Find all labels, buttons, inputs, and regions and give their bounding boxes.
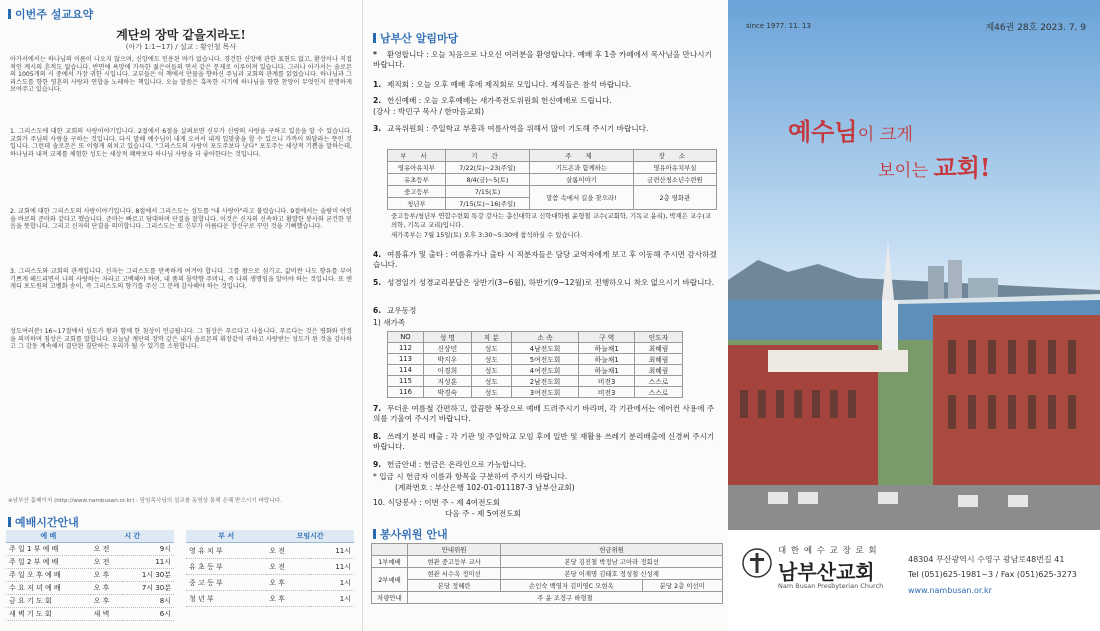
table-cell: 11시 [122,556,174,569]
table-cell: 신상민 [423,343,471,354]
sermon-paragraph: 아가서에서는 하나님의 이름이 나오지 않으며, 신앙에도 인용된 바가 없습니다. 경건한 신앙에 관한 표현도 없고, 환상이나 직접적인 계시의 흔적도 없습니다. 반면에 욕망에 가득한 젊은이들의 연서 같은 문제로 이루어져 있습니다. 그러나 아가서는 솔로몬의 1005개의 시 중에서 가장 귀한 시입니다. 교부들은 이 책에서 만물을 향하신 주님과 교회의 관계를 읽었습니다. 하나님과 그리스도를 향한 영혼의 사랑과 연합을 노래하는 책입니다. 오늘 말씀은 혹독한 시기에 하나님을 향한 찬양이 무엇인지 분명하게 보여주고 있습니다. [10,56,352,94]
table-row [388,343,683,354]
item-text: 무더운 여름철 간편하고, 깔끔한 복장으로 예배 드려주시기 바라며, 각 기관에서는 에어컨 사용에 주의를 기울여 주시기 바랍니다. [373,404,715,423]
item-text: 성경일기 성경교리문답은 상반기(3~6월), 하반기(9~12월)로 진행하오니 착오 없으시기 바랍니다. [387,278,715,287]
notice-item [373,107,719,117]
table-cell: 본당 이재명 김태호 정성철 신성재 [501,568,723,580]
table-cell: 살롬이야기 [530,174,634,186]
table-header: 인도자 [635,332,683,343]
table-header: 부 서 [186,530,266,543]
table-row [6,569,174,582]
table-cell: 본당 김진철 박정남 고아라 정회선 [501,556,723,568]
table-row [372,592,723,604]
offering-note: * 입금 시 헌금자 이름과 항목을 구분하여 주시기 바랍니다. [373,472,568,481]
table-row [6,556,174,569]
table-row [388,365,683,376]
church-photo [728,230,1100,530]
table-cell: 오 후 [91,582,123,595]
sermon-section-title: 이번주 설교요약 [8,6,93,22]
table-cell: 청년부 [388,198,446,210]
item-text: 헌금안내 : 헌금은 온라인으로 가능합니다. [387,460,527,469]
table-header: 직 분 [471,332,511,343]
cover-panel [728,0,1100,631]
table-header: 기 간 [445,150,529,162]
table-cell: 청 년 부 [186,591,266,607]
table-cell: 분당 2층 이선미 [642,580,722,592]
table-cell: 박지우 [423,354,471,365]
table-header: 헌금위원 [501,544,723,556]
table-cell: 오 전 [91,556,123,569]
sermon-reference: (아가 1:1~17) / 설교 : 황인철 목사 [125,43,237,51]
table-row [388,174,717,186]
table-row [388,354,683,365]
welcome-text: 환영합니다 : 오늘 처음으로 나오신 여러분을 환영합니다. 예배 후 1층 카페에서 목사님을 만나시기 바랍니다. [373,50,712,69]
table-cell: 116 [388,387,424,398]
table-header: 예 배 [6,530,91,543]
table-row [6,543,174,556]
item-text: 여름휴가 및 출타 : 여름휴가나 출타 시 직분자들은 담당 교역자에게 보고 후 이동해 주시면 감사하겠습니다. [373,250,717,269]
notice-item [373,80,719,90]
table-cell: 스스로 [635,376,683,387]
church-logo-icon [742,548,772,578]
table-row [186,559,354,575]
news-section-title: 남부산 알림마당 [373,30,458,46]
table-row [372,568,723,580]
table-cell: 3여전도회 [511,387,578,398]
sermon-title: 계단의 장막 같을지라도! [116,28,246,42]
table-cell: 주 일 오 후 예 배 [6,569,91,582]
table-header: 시 간 [91,530,174,543]
table-row [6,608,174,621]
address: 48304 부산광역시 수영구 광남로48번길 41 [908,555,1065,564]
table-cell: 112 [388,343,424,354]
table-row [186,575,354,591]
slogan-text: 예수님 [788,117,858,146]
sermon-paragraph: 성도여러분! 16~17절에서 성도가 왕과 함께 한 침상이 언급됩니다. 그 침상은 푸르다고 나옵니다. 푸르다는 것은 평화와 안정을 의미하며 침상은 교회를 말합니다. 오늘날 계단의 장막 같은 내가 솔로몬의 휘장같이 귀하고 사랑받는 성도가 된 것을 감사하고 그 감동 계속해서 결단된 결단하는 우리가 될 수 있기를 소원합니다. [10,328,352,351]
table-cell: 2남전도회 [511,376,578,387]
table-cell: 손인숙 백영자 김미영C 모현옥 [501,580,642,592]
item-text: 쓰레기 분리 배출 : 각 기관 및 주일학교 모임 후에 일반 및 재활용 쓰레기 분리배출에 신경써 주시기 바랍니다. [373,432,715,451]
table-cell: 지성훈 [423,376,471,387]
table-cell: 성도 [471,354,511,365]
since-date: since 1977. 11. 13 [746,22,811,30]
table-header: 안내위원 [408,544,501,556]
service-section-title: 봉사위원 안내 [373,526,448,542]
table-row [388,376,683,387]
table-cell: 오 전 [91,543,123,556]
table-cell: 성도 [471,387,511,398]
table-cell: 8/4(금)~5(토) [445,174,529,186]
notice-item [373,278,719,288]
table-header: 소 속 [511,332,578,343]
notice-item [373,306,719,316]
welcome-notice [373,50,719,70]
table-row [388,387,683,398]
church-name-en: Nam Busan Presbyterian Church [778,582,884,590]
notice-item: 다음 주 - 제 5여전도회 [445,509,521,518]
slogan-text: 보이는 [878,161,934,181]
table-header: 성 명 [423,332,471,343]
notice-item [373,460,719,470]
table-cell: 6시 [122,608,174,621]
sermon-paragraph: 3. 그리스도와 교회의 관계입니다. 신자는 그리스도를 만족하게 여겨야 합니다. 그를 왕으로 섬기고, 값비싼 나도 향유를 부어 기쁘게 해드리면서 나의 사랑하는 자라고 고백해야 하며, 내 품의 몰약향 주머니, 즉 나의 생명임을 알아야 하는 것입니다. 또 엔게디 포도원의 고벨화 송이, 즉 그리스도의 향기를 주신 그 분께 감사해야 하는 것입니다. [10,268,352,291]
table-cell: 113 [388,354,424,365]
table-cell: 주 일 1 부 예 배 [6,543,91,556]
table-cell: 오 후 [91,595,123,608]
table-cell: 금 요 기 도 회 [6,595,91,608]
table-cell: 차량안내 [372,592,408,604]
table-cell: 본당 정혜란 [408,580,501,592]
item-number: 6. [373,306,382,315]
table-cell: 오 후 [91,569,123,582]
table-cell: 유초등부 [388,174,446,186]
table-cell: 하늘채1 [579,354,635,365]
table-cell: 하늘채1 [579,365,635,376]
phone-fax: Tel (051)625-1981~3 / Fax (051)625-3273 [908,570,1077,579]
table-row [186,543,354,559]
table-cell: 현관 중고등부 교사 [408,556,501,568]
table-cell: 오 후 [266,591,310,607]
table-header: 주 제 [530,150,634,162]
table-cell: 기드온과 함께하는 [530,162,634,174]
table-cell: 오 후 [266,575,310,591]
item-text: 교육위원회 : 주일학교 부흥과 여름사역을 위해서 많이 기도해 주시기 바랍니다. [387,124,649,133]
table-cell: 영유아유치부실 [633,162,716,174]
star-icon: * [373,50,377,59]
table-cell: 7/15(토) [445,186,529,198]
sermon-paragraph: 2. 교회에 대한 그리스도의 사랑이야기입니다. 8절에서 그리스도는 성도를 "내 사랑아"라고 불렀습니다. 9절에서는 술람미 여인을 바로의 준마와 같다고 했습니다. 준마는 빠르고 담대하며 단결을 잘합니다. 이것은 신자의 신속하고 활발한 봉사와 굳건한 믿음을 뜻합니다. 그리고 신자의 단결을 의미합니다. 그리스도는 또 신부가 아름다운 장신구로 꾸민 것을 기뻐했습니다. [10,208,352,231]
table-cell: 11시 [310,559,354,575]
item-number: 1. [373,80,382,89]
table-cell: 영 유 치 부 [186,543,266,559]
notice-item [373,432,719,452]
table-cell: 오 전 [266,543,310,559]
table-cell: 이경희 [423,365,471,376]
table-cell: 1시 30분 [122,569,174,582]
table-cell: 하늘채1 [579,343,635,354]
table-cell: 비전3 [579,376,635,387]
item-number: 5. [373,278,382,287]
new-family-title: 1) 새가족 [373,318,406,327]
table-header: 부 서 [388,150,446,162]
new-family-table [387,331,683,398]
item-text: 제직회 : 오늘 오후 예배 후에 제직회로 모입니다. 제직들은 참석 바랍니다. [387,80,632,89]
worship-time-table [6,530,174,621]
table-cell: 새 벽 기 도 회 [6,608,91,621]
issue-info: 제46권 28호 2023. 7. 9 [985,23,1086,33]
notice-item [373,124,719,134]
table-cell: 1시 [310,591,354,607]
notice-item [373,250,719,270]
sermon-paragraph: 1. 그리스도에 대한 교회의 사랑이야기입니다. 2절에서 6절을 살펴보면 신부가 신랑의 사랑을 구하고 있음을 알 수 있습니다. 교회가 주님의 사랑을 구하는 것입니다. 다시 말해 예수님이 내게 오셔서 내게 입맞춤을 할 수 있으니 가까이 와달라는 뜻인 것입니다. 그런데 솔로몬은 또 이렇게 외치고 있습니다. "그리스도의 사랑이 포도주보다 낫다" 포도주는 세상적 기쁨을 말하는데, 하나님과 내적 교제를 체험한 성도는 세상적 쾌락보다 하나님 사랑을 더 좋아한다는 것입니다. [10,128,352,158]
footer [728,530,1100,631]
table-cell: 스스로 [635,387,683,398]
sermon-panel [0,0,362,631]
website-link[interactable]: www.nambusan.or.kr [908,586,992,595]
table-cell: 2층 영화관 [633,186,716,210]
table-header: 구 역 [579,332,635,343]
item-number: 2. [373,96,382,105]
table-cell: 비전3 [579,387,635,398]
table-cell: 1시 [310,575,354,591]
table-cell: 주 윤 조정구 하형철 [408,592,723,604]
slogan-line-1 [788,112,913,147]
table-cell: 8시 [122,595,174,608]
slogan-text: 이 크게 [857,125,914,145]
education-note: 새가족부는 7월 15일(토) 오후 3:30~5:30에 참석하실 수 있습니다. [391,231,582,239]
table-row [6,582,174,595]
table-row [388,186,717,198]
table-cell: 7/15(토)~16(주일) [445,198,529,210]
table-cell: 114 [388,365,424,376]
education-note: 중고등부/청년부 연합수련회 특강 강사는 총신대학교 신학대학원 윤형철 교수(교회학, 기독교 윤리), 박재은 교수(교의학, 기독교 교리)입니다. [391,212,712,229]
item-number: 9. [373,460,382,469]
table-cell: 성도 [471,343,511,354]
table-cell: 유 초 등 부 [186,559,266,575]
table-cell: 성도 [471,376,511,387]
department-time-table [186,530,354,607]
table-cell: 최혜림 [635,365,683,376]
table-cell: 현관 서수옥 정미선 [408,568,501,580]
table-cell: 7시 30분 [122,582,174,595]
table-cell: 11시 [310,543,354,559]
table-row [372,556,723,568]
service-table [371,543,723,604]
table-cell: 2부예배 [372,568,408,592]
item-text: 교우동정 [387,306,417,315]
table-cell: 오 전 [266,559,310,575]
table-cell: 9시 [122,543,174,556]
table-cell: 금련산청소년수련원 [633,174,716,186]
slogan-text: 교회! [933,153,991,182]
notice-item [373,96,719,106]
table-cell: 5여전도회 [511,354,578,365]
sermon-footnote: ※남부산 홈페이지 (http://www.nambusan.or.kr) : 담임목사님의 설교를 동영상 통해 은혜 받으시기 바랍니다. [8,498,282,504]
table-cell: 수 요 저 녁 예 배 [6,582,91,595]
table-cell: 1부예배 [372,556,408,568]
education-table [387,149,717,210]
item-number: 7. [373,404,382,413]
item-text: (강사 : 박민구 목사 / 한마음교회) [373,107,485,116]
table-cell: 주 일 2 부 예 배 [6,556,91,569]
table-cell: 영유아유치부 [388,162,446,174]
table-cell: 새 벽 [91,608,123,621]
table-cell: 중고등부 [388,186,446,198]
table-row [186,591,354,607]
table-cell: 중 고 등 부 [186,575,266,591]
bank-account: (계좌번호 : 부산은행 102-01-011187-3 남부산교회) [395,483,575,492]
slogan-line-2 [878,148,990,183]
denomination: 대 한 예 수 교 장 로 회 [778,546,878,556]
table-cell: 4남전도회 [511,343,578,354]
table-row [6,595,174,608]
announcement-panel [362,0,728,631]
notice-item: 10. 식당봉사 : 이번 주 - 제 4여전도회 [373,498,501,507]
table-cell: 최혜림 [635,343,683,354]
table-header: 모임시간 [266,530,354,543]
item-number: 4. [373,250,382,259]
table-row [372,580,723,592]
worship-section-title: 예배시간안내 [8,514,79,530]
church-name: 남부산교회 [778,560,875,584]
table-cell: 말씀 속에서 길을 찾으라! [530,186,634,210]
table-header: 장 소 [633,150,716,162]
notice-item [373,404,719,424]
item-text: 헌신예배 : 오늘 오후예배는 새가족전도위원회 헌신예배로 드립니다. [387,96,612,105]
table-cell: 115 [388,376,424,387]
table-cell: 박경숙 [423,387,471,398]
table-header: NO [388,332,424,343]
table-cell: 4여전도회 [511,365,578,376]
table-cell: 최혜림 [635,354,683,365]
table-cell: 7/22(토)~23(주일) [445,162,529,174]
table-row [388,162,717,174]
item-number: 8. [373,432,382,441]
item-number: 3. [373,124,382,133]
table-cell: 성도 [471,365,511,376]
